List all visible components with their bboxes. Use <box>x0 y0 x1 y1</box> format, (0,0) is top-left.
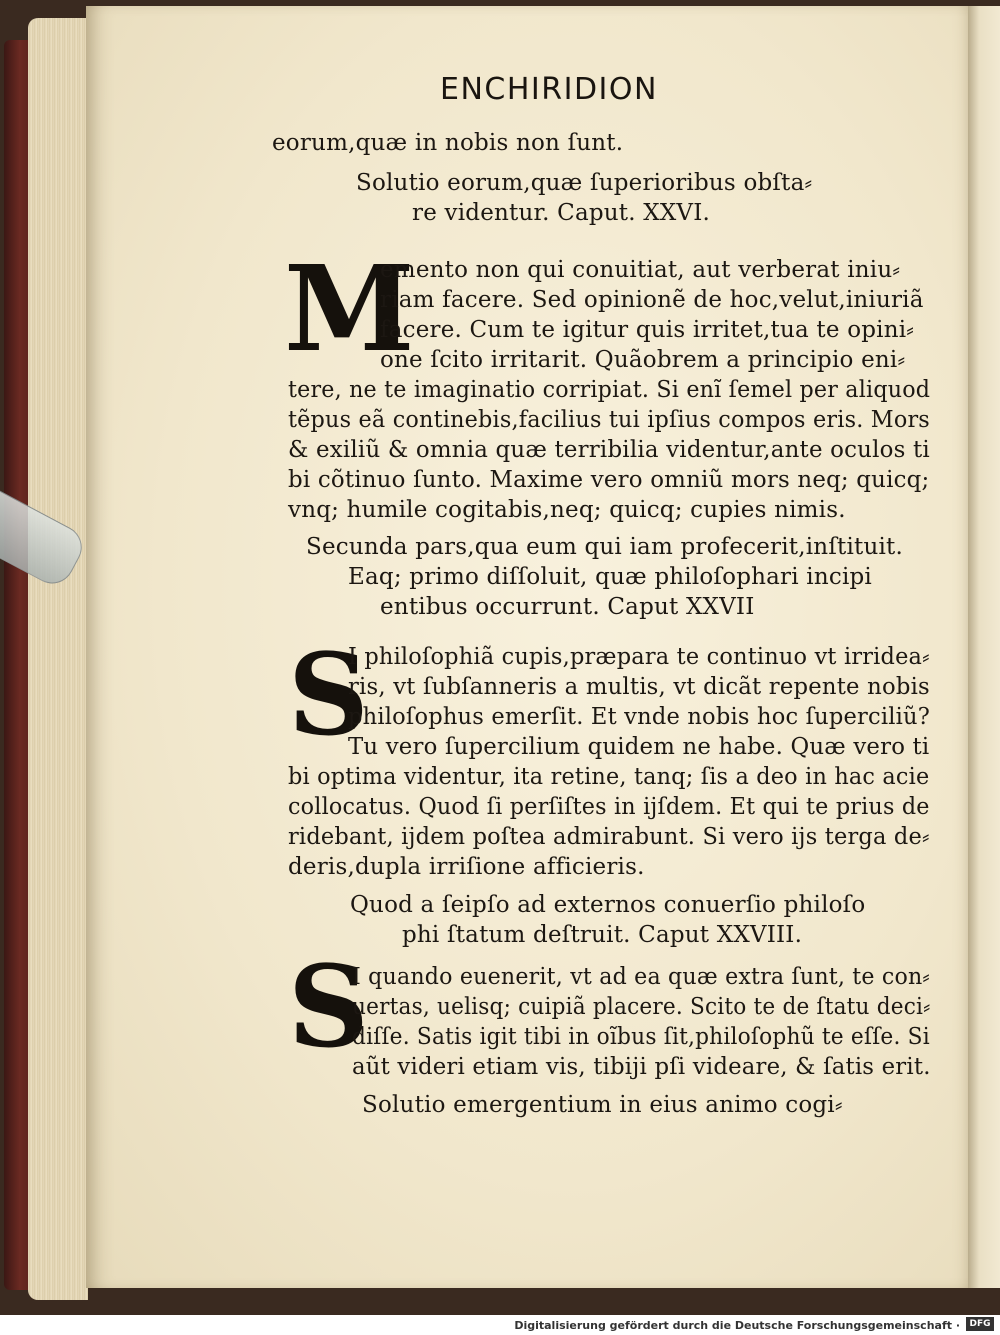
text-line: & exiliũ & omnia quæ terribilia videntur,ante oculos ti <box>288 437 930 463</box>
text-line: deris,dupla irriſione afficieris. <box>288 854 645 880</box>
text-line: facere. Cum te igitur quis irritet,tua te opini⸗ <box>380 317 915 343</box>
drop-cap-initial: S <box>288 942 369 1073</box>
chapter-heading-line: Secunda pars,qua eum qui iam profecerit,inſtituit. <box>306 534 903 560</box>
chapter-heading-line: Solutio emergentium in eius animo cogi⸗ <box>362 1092 843 1118</box>
text-line: ridebant, ijdem poſtea admirabunt. Si vero ijs terga de⸗ <box>288 824 930 850</box>
text-line: eorum,quæ in nobis non ſunt. <box>272 130 624 156</box>
text-line: emento non qui conuitiat, aut verberat iniu⸗ <box>380 257 901 283</box>
dfg-logo: DFG <box>966 1317 994 1331</box>
chapter-heading-line: phi ſtatum deſtruit. Caput XXVIII. <box>402 922 803 948</box>
text-line: tere, ne te imaginatio corripiat. Si enĩ ſemel per aliquod <box>288 377 931 403</box>
chapter-heading-line: Solutio eorum,quæ ſuperioribus obſta⸗ <box>356 170 813 196</box>
chapter-heading-line: re videntur. Caput. XXVI. <box>412 200 711 226</box>
drop-cap-initial: M <box>284 239 415 378</box>
running-header: ENCHIRIDION <box>440 72 658 107</box>
text-line: Tu vero ſupercilium quidem ne habe. Quæ vero ti <box>348 734 930 760</box>
text-line: one ſcito irritarit. Quãobrem a principio eni⸗ <box>380 347 906 373</box>
text-line: vnq; humile cogitabis,neq; quicq; cupies nimis. <box>288 497 846 523</box>
text-line: ris, vt ſubſanneris a multis, vt dicãt repente nobis <box>348 674 930 700</box>
text-line: I quando euenerit, vt ad ea quæ extra ſunt, te con⸗ <box>352 964 930 990</box>
text-line: tẽpus eã continebis,facilius tui ipſius compos eris. Mors <box>288 407 930 433</box>
footer-text: Digitalisierung gefördert durch die Deutsche Forschungsgemeinschaft · <box>514 1319 960 1332</box>
text-line: bi optima videntur, ita retine, tanq; ſis a deo in hac acie <box>288 764 930 790</box>
text-line: bi cõtinuo ſunto. Maxime vero omniũ mors neq; quicq; <box>288 467 930 493</box>
chapter-heading-line: Quod a ſeipſo ad externos conuerſio philoſo <box>350 892 866 918</box>
text-line: riam facere. Sed opinionẽ de hoc,velut,iniuriã <box>380 287 924 313</box>
digitization-footer <box>0 1315 1000 1335</box>
text-line: diſſe. Satis igit tibi in oĩbus ſit,philoſophũ te eſſe. Si <box>352 1024 930 1050</box>
chapter-heading-line: Eaq; primo diſſoluit, quæ philoſophari incipi <box>348 564 872 590</box>
text-line: aũt videri etiam vis, tibiji pſi videare, & ſatis erit. <box>352 1054 931 1080</box>
text-line: philoſophus emerſit. Et vnde nobis hoc ſuperciliũ? <box>348 704 931 730</box>
text-line: collocatus. Quod ſi perſiſtes in ijſdem. Et qui te prius de <box>288 794 930 820</box>
drop-cap-initial: S <box>288 630 369 761</box>
text-line: I philoſophiã cupis,præpara te continuo vt irridea⸗ <box>348 644 930 670</box>
chapter-heading-line: entibus occurrunt. Caput XXVII <box>380 594 755 620</box>
text-line: uertas, uelisq; cuipiã placere. Scito te de ſtatu deci⸗ <box>352 994 931 1020</box>
